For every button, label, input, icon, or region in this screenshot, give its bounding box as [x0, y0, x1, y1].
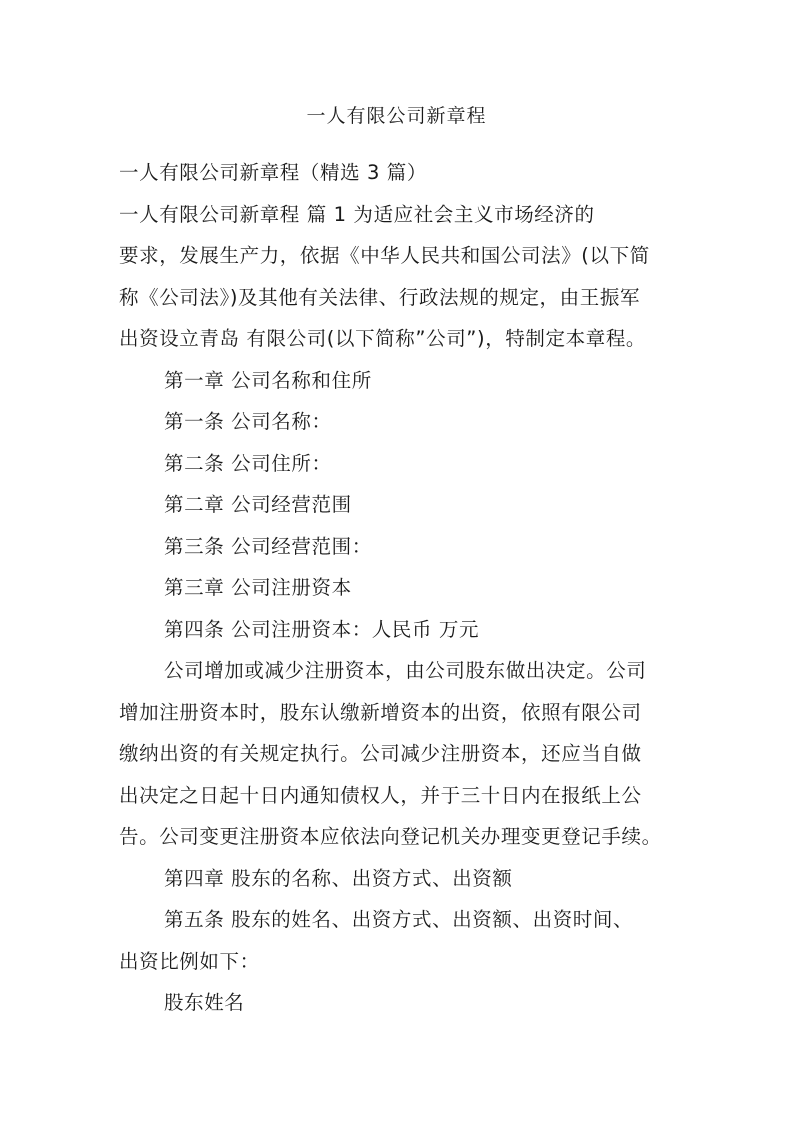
chapter-heading: 第三章 公司注册资本	[164, 576, 352, 599]
article-line: 第五条 股东的姓名、出资方式、出资额、出资时间、	[164, 908, 634, 931]
article-line: 第一条 公司名称：	[164, 410, 332, 433]
paragraph-line: 出决定之日起十日内通知债权人，并于三十日内在报纸上公	[119, 783, 642, 807]
table-header-label: 股东姓名	[164, 991, 245, 1014]
paragraph-line: 要求，发展生产力，依据《中华人民共和国公司法》(以下简	[119, 244, 650, 267]
document-body	[119, 152, 694, 1024]
paragraph-line: 增加注册资本时，股东认缴新增资本的出资，依照有限公司	[119, 700, 642, 724]
chapter-heading: 第四章 股东的名称、出资方式、出资额	[164, 866, 513, 890]
paragraph-line: 缴纳出资的有关规定执行。公司减少注册资本，还应当自做	[119, 742, 642, 765]
article-line: 第四条 公司注册资本：人民币 万元	[164, 617, 480, 641]
paragraph-line: 公司增加或减少注册资本，由公司股东做出决定。公司	[164, 659, 647, 682]
paragraph-line: 出资比例如下：	[119, 949, 260, 973]
paragraph-line: 告。公司变更注册资本应依法向登记机关办理变更登记手续。	[119, 825, 662, 848]
article-line: 第三条 公司经营范围：	[164, 534, 372, 558]
paragraph-line: 一人有限公司新章程 篇 1 为适应社会主义市场经济的	[119, 202, 595, 226]
paragraph-line: 出资设立青岛 有限公司(以下简称”公司”)，特制定本章程。	[119, 327, 647, 350]
chapter-heading: 第一章 公司名称和住所	[164, 368, 372, 392]
subtitle-line: 一人有限公司新章程（精选 3 篇）	[119, 161, 428, 184]
document-title: 一人有限公司新章程	[306, 105, 487, 127]
paragraph-line: 称《公司法》)及其他有关法律、行政法规的规定，由王振军	[119, 285, 641, 309]
chapter-heading: 第二章 公司经营范围	[164, 493, 352, 516]
article-line: 第二条 公司住所：	[164, 451, 332, 475]
